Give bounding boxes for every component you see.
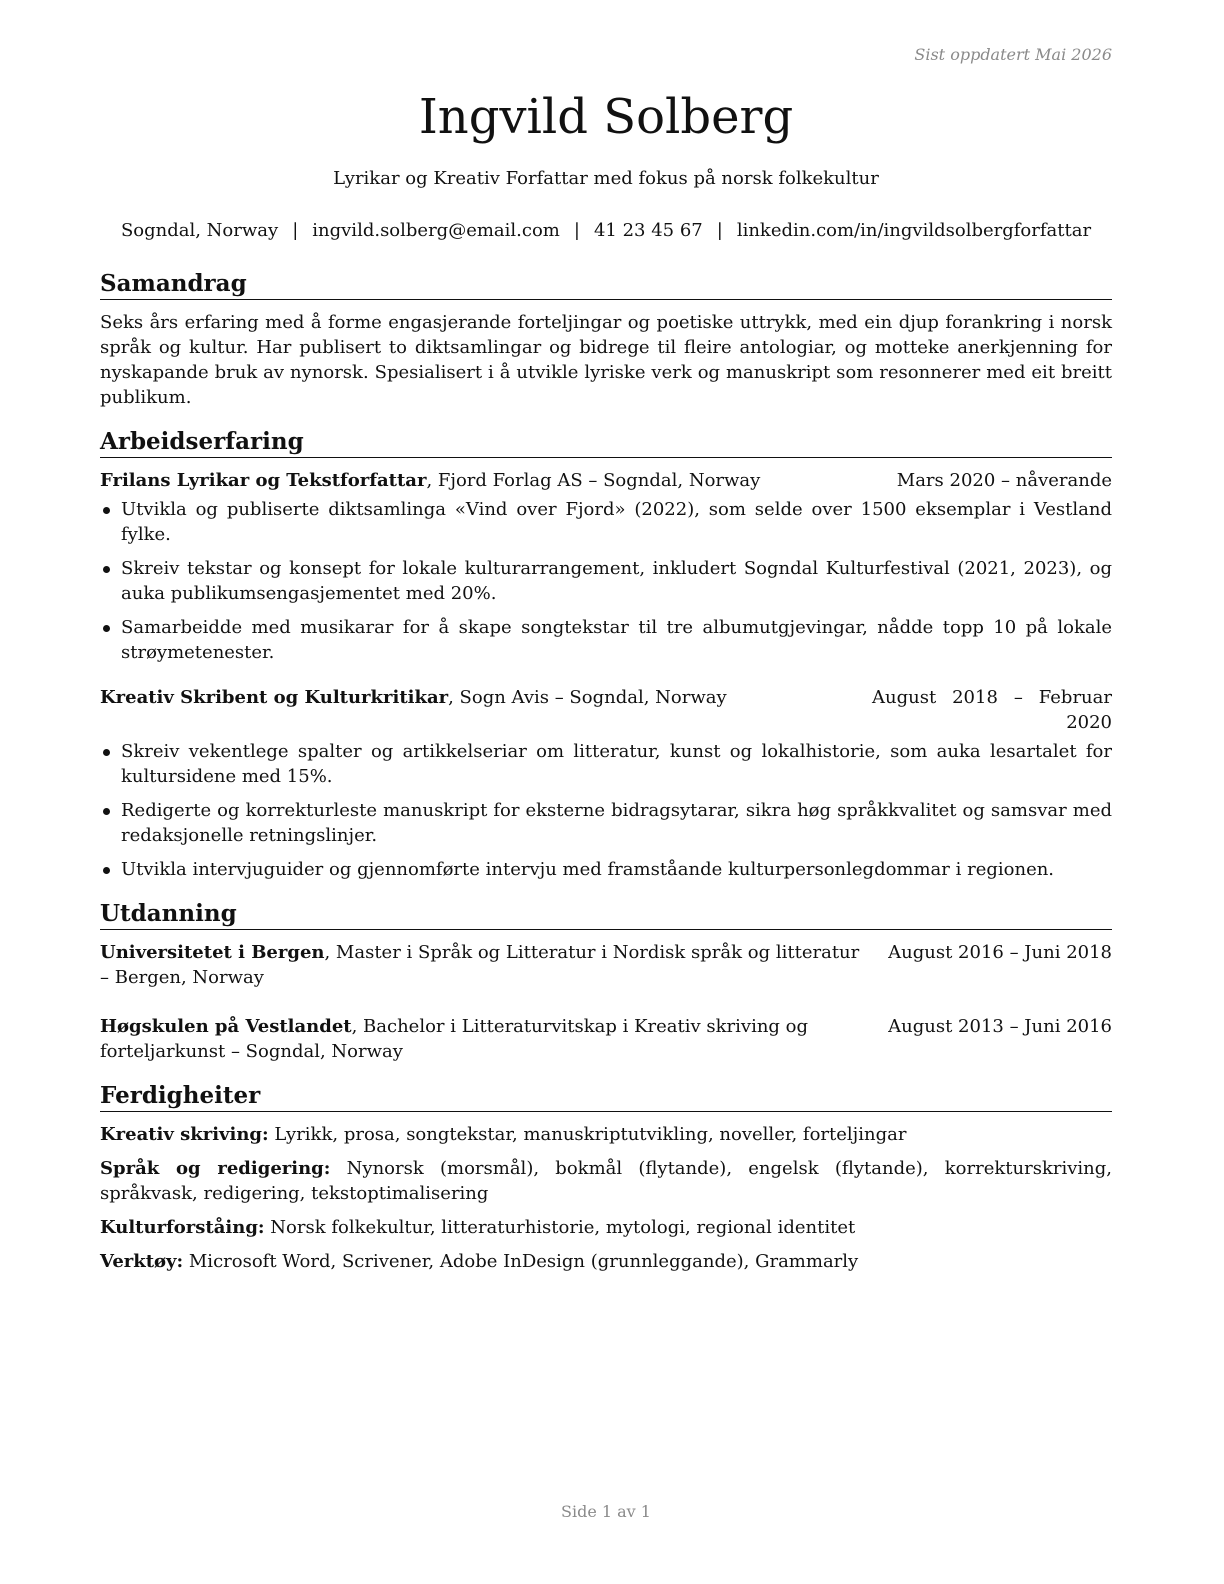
section-title-skills: Ferdigheiter [100,1082,1112,1112]
section-title-education: Utdanning [100,900,1112,930]
contact-separator: | [573,220,580,241]
page-number: Side 1 av 1 [561,1502,651,1521]
contact-line [100,219,1112,243]
skill-row [100,1215,1112,1240]
skill-row [100,1122,1112,1147]
education-dates: August 2016 – Juni 2018 [888,942,1112,963]
job-bullet: Skreiv vekentlege spalter og artikkelseriar om litteratur, kunst og lokalhistorie, som auka lesartalet for kultursidene med 15%. [100,739,1112,789]
contact-phone: 41 23 45 67 [593,220,703,241]
job-role: Kreativ Skribent og Kulturkritikar [100,687,449,708]
education-dates: August 2013 – Juni 2016 [888,1016,1112,1037]
job-bullet: Utvikla intervjuguider og gjennomførte intervju med framståande kulturpersonlegdommar i regionen. [100,857,1112,882]
skill-label: Språk og redigering: [100,1158,331,1179]
education-detail: , Master i Språk og Litteratur i Nordisk språk og litteratur – Bergen, Norway [100,942,860,988]
contact-location: Sogndal, Norway [120,220,279,241]
section-title-summary: Samandrag [100,270,1112,300]
summary-text: Seks års erfaring med å forme engasjerande forteljingar og poetiske uttrykk, med ein djup forankring i norsk språk og kultur. Har publisert to diktsamlingar og bidrege til fleire antologiar, og motteke anerkjenning for nyskapande bruk av nynorsk. Spesialisert i å utvikle lyriske verk og manuskript som resonnerer med eit breitt publikum. [100,312,1112,408]
job-header [100,685,1112,735]
tagline: Lyrikar og Kreativ Forfattar med fokus på norsk folkekultur [333,168,879,189]
job-org: , Sogn Avis – Sogndal, Norway [448,687,727,708]
skill-value: Norsk folkekultur, litteraturhistorie, mytologi, regional identitet [264,1217,856,1238]
candidate-name: Ingvild Solberg [418,89,794,145]
education-school: Høgskulen på Vestlandet [100,1016,352,1037]
skills-section [100,1082,1112,1274]
skill-row [100,1156,1112,1206]
resume-page [100,0,1112,1584]
education-school: Universitetet i Bergen [100,942,325,963]
job-entry [100,685,1112,882]
summary-section [100,270,1112,410]
skill-value: Microsoft Word, Scrivener, Adobe InDesign (grunnleggande), Grammarly [183,1251,859,1272]
job-dates: August 2018 – Februar 2020 [872,687,1112,733]
job-entry [100,468,1112,665]
contact-email[interactable]: ingvild.solberg@email.com [312,220,560,241]
job-role: Frilans Lyrikar og Tekstforfattar [100,470,427,491]
last-updated: Sist oppdatert Mai 2026 [914,45,1112,64]
skill-label: Kulturforståing: [100,1217,265,1238]
education-section [100,900,1112,1064]
contact-separator: | [716,220,723,241]
education-entry [100,1014,1112,1064]
job-bullet: Samarbeidde med musikarar for å skape songtekstar til tre albumutgjevingar, nådde topp 10 på lokale strøymetenester. [100,615,1112,665]
job-bullets [100,739,1112,882]
experience-section [100,428,1112,882]
skill-value: Nynorsk (morsmål), bokmål (flytande), engelsk (flytande), korrekturskriving, språkvask, redigering, tekstoptimalisering [100,1158,1112,1204]
job-header [100,468,1112,493]
contact-separator: | [292,220,299,241]
skill-label: Kreativ skriving: [100,1124,269,1145]
skill-value: Lyrikk, prosa, songtekstar, manuskriptutvikling, noveller, forteljingar [268,1124,907,1145]
section-title-experience: Arbeidserfaring [100,428,1112,458]
contact-linkedin[interactable]: linkedin.com/in/ingvildsolbergforfattar [736,220,1092,241]
job-bullets [100,497,1112,665]
job-bullet: Redigerte og korrekturleste manuskript for eksterne bidragsytarar, sikra høg språkkvalitet og samsvar med redaksjonelle retningslinjer. [100,798,1112,848]
job-org: , Fjord Forlag AS – Sogndal, Norway [426,470,761,491]
job-bullet: Utvikla og publiserte diktsamlinga «Vind over Fjord» (2022), som selde over 1500 eksemplar i Vestland fylke. [100,497,1112,547]
skill-label: Verktøy: [100,1251,184,1272]
education-detail: , Bachelor i Litteraturvitskap i Kreativ skriving og forteljarkunst – Sogndal, Norway [100,1016,809,1062]
skill-row [100,1249,1112,1274]
job-dates: Mars 2020 – nåverande [896,470,1112,491]
job-bullet: Skreiv tekstar og konsept for lokale kulturarrangement, inkludert Sogndal Kulturfestival (2021, 2023), og auka publikumsengasjementet med 20%. [100,556,1112,606]
education-entry [100,940,1112,990]
resume-content [100,270,1112,1292]
